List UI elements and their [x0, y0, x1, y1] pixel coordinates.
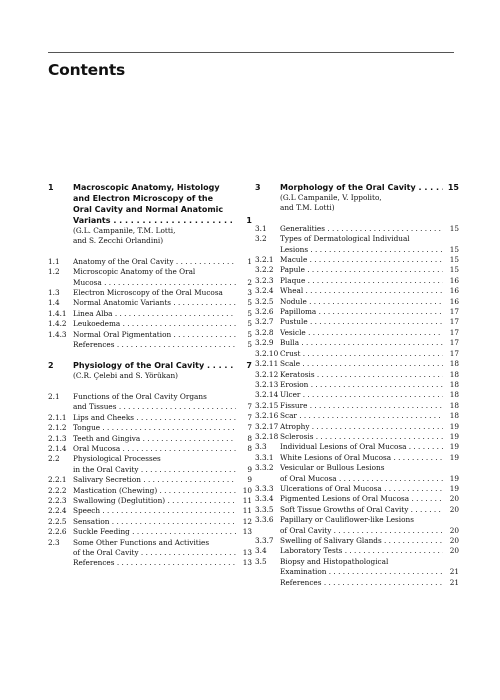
toc-entry-title: and T.M. Lotti) [280, 203, 335, 213]
toc-entry-title: Physiological Processes [73, 454, 161, 464]
toc-section-number: 3.2.18 [255, 431, 279, 441]
toc-page-number: 20 [449, 546, 459, 556]
toc-entry-title: Macroscopic Anatomy, Histology [73, 183, 220, 192]
toc-entry-title: Scar . . . [280, 411, 443, 421]
toc-entry [255, 234, 459, 244]
toc-entry-title: and Electron Microscopy of the [73, 194, 214, 203]
toc-author-line [48, 371, 252, 381]
toc-entry-title: Ulcerations of Oral Mucosa . . . [280, 484, 443, 494]
toc-section-number: 3.2.17 [255, 421, 279, 431]
toc-section-number: 2.1.2 [48, 423, 67, 433]
toc-author-line [255, 203, 459, 213]
toc-page-number: 21 [449, 567, 459, 577]
toc-entry [255, 380, 459, 390]
toc-entry [48, 278, 252, 288]
toc-section-number: 2.3 [48, 537, 60, 547]
toc-entry-title: (C.R. Çelebi and S. Yörükan) [73, 371, 178, 381]
toc-entry-title: Normal Oral Pigmentation . . . [73, 330, 236, 340]
toc-entry-title: White Lesions of Oral Mucosa . . . [280, 453, 443, 463]
toc-entry-title: Leukoedema . . . [73, 319, 236, 329]
toc-section-number: 3.2.14 [255, 390, 279, 400]
toc-entry [255, 484, 459, 494]
toc-entry [255, 453, 459, 463]
toc-section-number: 3.2.7 [255, 317, 274, 327]
toc-entry-title: Vesicular or Bullous Lesions [280, 463, 385, 473]
toc-entry-title: Oral Mucosa . . . [73, 444, 236, 454]
toc-entry [48, 486, 252, 496]
toc-author-line [48, 236, 252, 246]
toc-section-number: 2 [48, 361, 54, 371]
toc-page-number: 5 [247, 340, 252, 350]
toc-entry-title: References . . . [73, 340, 236, 350]
toc-entry [48, 392, 252, 402]
toc-entry-title: Lesions . . . [280, 245, 443, 255]
toc-page-number: 13 [242, 558, 252, 568]
toc-page-number: 18 [449, 400, 459, 410]
toc-page-number: 17 [449, 338, 459, 348]
toc-page-number: 5 [247, 298, 252, 308]
toc-entry-title: Atrophy . . . [280, 422, 443, 432]
toc-entry [255, 307, 459, 317]
toc-entry [255, 359, 459, 369]
toc-page-number: 15 [449, 244, 459, 254]
toc-entry [255, 515, 459, 525]
toc-entry-title: Laboratory Tests . . . [280, 546, 443, 556]
toc-page-number: 5 [247, 308, 252, 318]
toc-page-number: 16 [449, 275, 459, 285]
toc-section-number: 3.3 [255, 442, 267, 452]
toc-entry [255, 422, 459, 432]
toc-entry-title: Examination . . . [280, 567, 443, 577]
toc-entry-title: Scale . . . [280, 359, 443, 369]
toc-section-number: 1.1 [48, 256, 60, 266]
toc-page-number: 5 [247, 319, 252, 329]
toc-page-number: 20 [449, 536, 459, 545]
toc-page-number: 19 [449, 483, 459, 493]
toc-entry-title: Wheal . . . [280, 286, 443, 296]
toc-chapter-line [48, 215, 252, 226]
toc-section-number: 1 [48, 183, 54, 192]
toc-page-number: 18 [449, 369, 459, 379]
toc-entry-title: Lips and Cheeks . . . [73, 413, 236, 423]
toc-page-number: 19 [449, 452, 459, 462]
toc-right-column [255, 182, 459, 588]
toc-entry-title: Bulla . . . [280, 338, 443, 348]
toc-entry [48, 309, 252, 319]
toc-entry [255, 338, 459, 348]
toc-entry-title: Biopsy and Histopathological [280, 556, 389, 566]
toc-section-number: 3.3.4 [255, 494, 274, 504]
toc-entry-title: Generalities . . . [280, 224, 443, 234]
toc-page-number: 15 [449, 223, 459, 233]
toc-entry [255, 328, 459, 338]
toc-entry-title: Physiology of the Oral Cavity . . . [73, 360, 236, 371]
toc-entry [48, 527, 252, 537]
toc-page-number: 7 [246, 361, 252, 371]
toc-entry [255, 390, 459, 400]
toc-section-number: 3.2 [255, 234, 267, 244]
toc-entry-title: Linea Alba . . . [73, 309, 236, 319]
toc-page-number: 13 [242, 527, 252, 537]
toc-section-number: 3.2.3 [255, 275, 274, 285]
toc-entry [48, 340, 252, 350]
toc-entry-title: Teeth and Gingiva . . . [73, 434, 236, 444]
toc-entry-title: Tongue . . . [73, 423, 236, 433]
toc-section-number: 1.4.1 [48, 308, 67, 318]
toc-entry [255, 463, 459, 473]
toc-section-number: 3.4 [255, 546, 267, 556]
toc-page-number: 12 [242, 516, 252, 526]
toc-section-number: 2.1.1 [48, 412, 67, 422]
toc-entry-title: Morphology of the Oral Cavity . . . [280, 182, 443, 193]
toc-section-number: 2.1.4 [48, 443, 67, 453]
toc-section-number: 1.4.3 [48, 329, 67, 339]
toc-entry-title: Sclerosis . . . [280, 432, 443, 442]
toc-entry-title: (G.L Campanile, V. Ippolito, [280, 193, 382, 202]
toc-entry-title: Ulcer . . . [280, 390, 443, 400]
toc-page-number: 3 [247, 288, 252, 298]
toc-page-number: 13 [242, 547, 252, 557]
toc-entry [48, 558, 252, 568]
toc-entry-title: Some Other Functions and Activities [73, 537, 210, 547]
toc-page-number: 16 [449, 286, 459, 296]
toc-entry [255, 265, 459, 275]
toc-entry [48, 288, 252, 298]
toc-entry [255, 255, 459, 265]
toc-page-number: 19 [449, 473, 459, 483]
toc-entry-title: Papule . . . [280, 265, 443, 275]
toc-section-number: 3.3.3 [255, 483, 274, 493]
toc-section-number: 3.2.12 [255, 369, 279, 379]
toc-section-number: 1.2 [48, 267, 60, 277]
toc-entry [255, 276, 459, 286]
toc-section-number: 3.3.2 [255, 463, 274, 473]
toc-page-number: 15 [447, 183, 459, 192]
toc-entry [48, 496, 252, 506]
toc-entry [255, 411, 459, 421]
toc-entry [48, 444, 252, 454]
toc-page-number: 20 [449, 504, 459, 514]
toc-page-number: 17 [449, 348, 459, 358]
toc-page-number: 19 [449, 431, 459, 441]
toc-page-number: 18 [449, 379, 459, 389]
toc-entry-title: Mucosa . . . [73, 278, 236, 288]
toc-section-number: 1.4 [48, 298, 60, 308]
toc-entry [255, 432, 459, 442]
toc-entry [255, 578, 459, 588]
toc-entry-title: Sensation . . . [73, 517, 236, 527]
toc-page-number: 9 [247, 475, 252, 485]
toc-page-number: 16 [449, 296, 459, 306]
toc-entry-title: Functions of the Oral Cavity Organs [73, 391, 207, 401]
toc-entry-title: Normal Anatomic Variants . . . [73, 298, 236, 308]
toc-section-number: 3.3.6 [255, 515, 274, 525]
toc-entry-title: Papillary or Cauliflower-like Lesions [280, 515, 414, 525]
toc-page-number: 18 [449, 411, 459, 421]
toc-section-number: 3 [255, 183, 261, 192]
toc-page-number: 17 [449, 327, 459, 337]
toc-entry [255, 224, 459, 234]
toc-section-number: 3.2.5 [255, 296, 274, 306]
toc-entry-title: and Tissues . . . [73, 402, 236, 412]
toc-page-number: 7 [247, 402, 252, 412]
toc-entry [48, 434, 252, 444]
toc-page-number: 2 [247, 277, 252, 287]
toc-page-number: 7 [247, 423, 252, 433]
toc-spacer [48, 247, 252, 257]
toc-entry [48, 475, 252, 485]
toc-entry-title: Keratosis . . . [280, 370, 443, 380]
toc-chapter-line [48, 360, 252, 371]
toc-entry [255, 526, 459, 536]
toc-author-line [48, 226, 252, 236]
toc-page-number: 11 [242, 495, 252, 505]
toc-entry-title: Salivary Secretion . . . [73, 475, 236, 485]
toc-page-number: 5 [247, 329, 252, 339]
toc-entry-title: Microscopic Anatomy of the Oral [73, 267, 196, 277]
toc-spacer [48, 350, 252, 360]
toc-entry-title: Crust . . . [280, 349, 443, 359]
toc-section-number: 3.2.4 [255, 286, 274, 296]
toc-page-number: 1 [246, 216, 252, 225]
toc-page-number: 15 [449, 265, 459, 275]
toc-section-number: 2.1 [48, 391, 60, 401]
toc-entry-title: Oral Cavity and Normal Anatomic [73, 205, 224, 214]
toc-section-number: 3.2.8 [255, 327, 274, 337]
toc-section-number: 2.2.3 [48, 495, 67, 505]
toc-entry [48, 402, 252, 412]
toc-page-number: 19 [449, 421, 459, 431]
toc-page-number: 17 [449, 317, 459, 327]
toc-entry [255, 474, 459, 484]
toc-entry-title: Variants . . . [73, 215, 236, 226]
toc-left-column [48, 182, 252, 569]
toc-section-number: 3.2.13 [255, 379, 279, 389]
toc-section-number: 3.3.1 [255, 452, 274, 462]
toc-entry-title: Fissure . . . [280, 401, 443, 411]
toc-page-number: 18 [449, 359, 459, 369]
toc-entry-title: References . . . [73, 558, 236, 568]
toc-page-number: 10 [242, 485, 252, 495]
toc-entry [255, 505, 459, 515]
toc-entry [48, 330, 252, 340]
toc-page-number: 20 [449, 525, 459, 535]
toc-page-number: 1 [247, 256, 252, 266]
toc-section-number: 2.2 [48, 454, 60, 464]
toc-entry-title: (G.L. Campanile, T.M. Lotti, [73, 226, 176, 235]
toc-page-number: 9 [247, 464, 252, 474]
toc-entry [48, 517, 252, 527]
header-rule [48, 52, 454, 53]
toc-entry-title: in the Oral Cavity . . . [73, 465, 236, 475]
toc-section-number: 2.2.6 [48, 527, 67, 537]
toc-section-number: 3.2.9 [255, 338, 274, 348]
toc-section-number: 3.2.15 [255, 400, 279, 410]
toc-entry-title: Swelling of Salivary Glands . . . [280, 536, 443, 546]
toc-entry-title: Types of Dermatological Individual [280, 234, 410, 244]
toc-page-number: 15 [449, 255, 459, 265]
toc-page-number: 8 [247, 443, 252, 453]
toc-entry [48, 454, 252, 464]
toc-entry-title: Vesicle . . . [280, 328, 443, 338]
toc-section-number: 3.2.2 [255, 265, 274, 275]
toc-section-number: 3.2.1 [255, 255, 274, 265]
toc-section-number: 2.2.2 [48, 485, 67, 495]
toc-entry [255, 349, 459, 359]
toc-entry [255, 297, 459, 307]
toc-chapter-line [48, 204, 252, 215]
toc-section-number: 3.5 [255, 556, 267, 566]
toc-spacer [255, 214, 459, 224]
toc-section-number: 2.2.5 [48, 516, 67, 526]
toc-section-number: 3.2.6 [255, 307, 274, 317]
toc-entry [48, 267, 252, 277]
toc-entry-title: Speech . . . [73, 506, 236, 516]
toc-entry [255, 557, 459, 567]
toc-entry [48, 465, 252, 475]
toc-entry-title: Pustule . . . [280, 317, 443, 327]
toc-section-number: 1.3 [48, 288, 60, 298]
toc-page-number: 11 [242, 506, 252, 516]
toc-entry [255, 245, 459, 255]
toc-entry-title: Electron Microscopy of the Oral Mucosa [73, 288, 223, 298]
toc-page-number: 7 [247, 412, 252, 422]
toc-chapter-line [48, 182, 252, 193]
toc-entry-title: Soft Tissue Growths of Oral Cavity . . . [280, 505, 443, 515]
toc-entry-title: References . . . [280, 578, 443, 588]
toc-entry [48, 548, 252, 558]
toc-author-line [255, 193, 459, 203]
toc-entry-title: Pigmented Lesions of Oral Mucosa . . . [280, 494, 443, 504]
toc-entry-title: of Oral Cavity . . . [280, 526, 443, 536]
toc-section-number: 2.1.3 [48, 433, 67, 443]
toc-entry [48, 538, 252, 548]
toc-section-number: 2.2.1 [48, 475, 67, 485]
toc-entry [48, 257, 252, 267]
toc-section-number: 3.2.16 [255, 411, 279, 421]
toc-entry-title: Swallowing (Deglutition) . . . [73, 496, 236, 506]
toc-entry-title: of the Oral Cavity . . . [73, 548, 236, 558]
toc-section-number: 3.3.7 [255, 536, 274, 545]
toc-entry [48, 298, 252, 308]
toc-page-number: 18 [449, 390, 459, 400]
toc-entry [48, 319, 252, 329]
toc-entry-title: Anatomy of the Oral Cavity . . . [73, 257, 236, 267]
toc-entry [255, 286, 459, 296]
toc-entry-title: Suckle Feeding . . . [73, 527, 236, 537]
toc-page-number: 19 [449, 442, 459, 452]
toc-entry [255, 370, 459, 380]
toc-entry [48, 413, 252, 423]
toc-entry-title: Erosion . . . [280, 380, 443, 390]
toc-entry [255, 536, 459, 546]
toc-entry [255, 546, 459, 556]
toc-entry-title: Papilloma . . . [280, 307, 443, 317]
toc-entry [255, 567, 459, 577]
toc-section-number: 1.4.2 [48, 319, 67, 329]
toc-entry-title: and S. Zecchi Orlandini) [73, 236, 164, 246]
toc-section-number: 3.3.5 [255, 504, 274, 514]
page-title: Contents [48, 61, 126, 79]
toc-entry [255, 442, 459, 452]
toc-entry-title: Plaque . . . [280, 276, 443, 286]
toc-section-number: 2.2.4 [48, 506, 67, 516]
toc-entry [48, 506, 252, 516]
toc-entry-title: of Oral Mucosa . . . [280, 474, 443, 484]
toc-chapter-line [48, 193, 252, 204]
toc-page-number: 21 [449, 577, 459, 587]
toc-chapter-line [255, 182, 459, 193]
toc-entry [255, 317, 459, 327]
toc-page-number: 8 [247, 433, 252, 443]
toc-entry-title: Mastication (Chewing) . . . [73, 486, 236, 496]
toc-entry [255, 401, 459, 411]
toc-entry-title: Individual Lesions of Oral Mucosa . . . [280, 442, 443, 452]
toc-entry [48, 423, 252, 433]
toc-page-number: 20 [449, 494, 459, 504]
toc-entry-title: Nodule . . . [280, 297, 443, 307]
toc-page-number: 17 [449, 307, 459, 317]
toc-section-number: 3.2.10 [255, 348, 279, 358]
toc-entry [255, 494, 459, 504]
toc-section-number: 3.1 [255, 223, 267, 233]
toc-entry-title: Macule . . . [280, 255, 443, 265]
toc-spacer [48, 382, 252, 392]
toc-section-number: 3.2.11 [255, 359, 279, 369]
